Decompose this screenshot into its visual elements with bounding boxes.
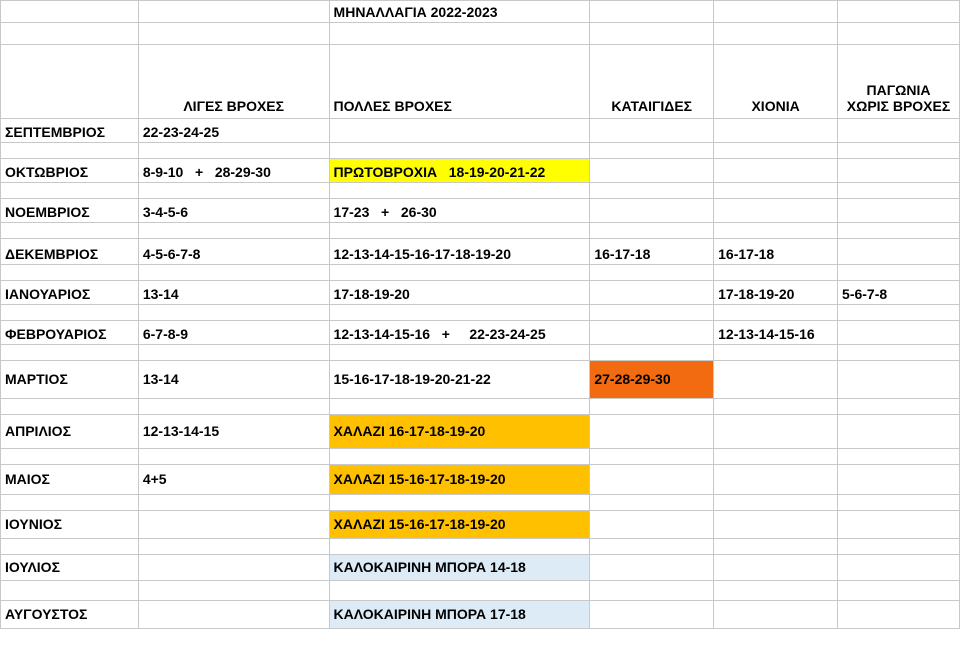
- cell[interactable]: [329, 305, 590, 321]
- cell[interactable]: [838, 305, 960, 321]
- cell[interactable]: [1, 1, 139, 23]
- few-rains-cell[interactable]: 4+5: [138, 465, 329, 495]
- cell[interactable]: [590, 495, 714, 511]
- cell[interactable]: [1, 345, 139, 361]
- snow-cell[interactable]: [714, 601, 838, 629]
- month-cell[interactable]: ΜΑΡΤΙΟΣ: [1, 361, 139, 399]
- snow-cell[interactable]: 12-13-14-15-16: [714, 321, 838, 345]
- cell[interactable]: [714, 305, 838, 321]
- many-rains-cell[interactable]: ΧΑΛΑΖΙ 15-16-17-18-19-20: [329, 465, 590, 495]
- cell[interactable]: [329, 581, 590, 601]
- cell[interactable]: [590, 143, 714, 159]
- spacer-row: [1, 449, 960, 465]
- table-row: [1, 119, 960, 143]
- table-row: [1, 415, 960, 449]
- month-cell[interactable]: ΦΕΒΡΟΥΑΡΙΟΣ: [1, 321, 139, 345]
- table-row: [1, 199, 960, 223]
- cell[interactable]: [1, 265, 139, 281]
- cell[interactable]: [590, 399, 714, 415]
- cell[interactable]: [329, 143, 590, 159]
- table-row: [1, 511, 960, 539]
- storms-cell[interactable]: 16-17-18: [590, 239, 714, 265]
- table-row: [1, 159, 960, 183]
- cell[interactable]: [590, 345, 714, 361]
- cell[interactable]: [138, 223, 329, 239]
- table-row: [1, 239, 960, 265]
- cell[interactable]: [714, 581, 838, 601]
- cell[interactable]: [329, 399, 590, 415]
- cell[interactable]: [838, 399, 960, 415]
- month-cell[interactable]: ΣΕΠΤΕΜΒΡΙΟΣ: [1, 119, 139, 143]
- header-snow[interactable]: ΧΙΟΝΙΑ: [714, 45, 838, 119]
- month-cell[interactable]: ΔΕΚΕΜΒΡΙΟΣ: [1, 239, 139, 265]
- cell[interactable]: [138, 581, 329, 601]
- frost-cell[interactable]: [838, 555, 960, 581]
- few-rains-cell[interactable]: [138, 511, 329, 539]
- storms-cell[interactable]: [590, 321, 714, 345]
- cell[interactable]: [329, 183, 590, 199]
- cell[interactable]: [838, 581, 960, 601]
- few-rains-cell[interactable]: 22-23-24-25: [138, 119, 329, 143]
- many-rains-cell[interactable]: 17-23 + 26-30: [329, 199, 590, 223]
- few-rains-cell[interactable]: 12-13-14-15: [138, 415, 329, 449]
- snow-cell[interactable]: [714, 465, 838, 495]
- cell[interactable]: [329, 539, 590, 555]
- cell[interactable]: [138, 449, 329, 465]
- snow-cell[interactable]: [714, 555, 838, 581]
- few-rains-cell[interactable]: 4-5-6-7-8: [138, 239, 329, 265]
- few-rains-cell[interactable]: [138, 555, 329, 581]
- storms-cell[interactable]: [590, 119, 714, 143]
- cell[interactable]: [1, 23, 139, 45]
- cell[interactable]: [329, 345, 590, 361]
- cell[interactable]: [138, 305, 329, 321]
- many-rains-cell[interactable]: 12-13-14-15-16-17-18-19-20: [329, 239, 590, 265]
- frost-cell[interactable]: [838, 511, 960, 539]
- cell[interactable]: [590, 23, 714, 45]
- spacer-row: [1, 581, 960, 601]
- cell[interactable]: [838, 143, 960, 159]
- cell[interactable]: [138, 23, 329, 45]
- few-rains-cell[interactable]: 13-14: [138, 281, 329, 305]
- cell[interactable]: [138, 345, 329, 361]
- spacer-row: [1, 23, 960, 45]
- cell[interactable]: [838, 223, 960, 239]
- cell[interactable]: [714, 265, 838, 281]
- storms-cell[interactable]: 27-28-29-30: [590, 361, 714, 399]
- many-rains-cell[interactable]: ΚΑΛΟΚΑΙΡΙΝΗ ΜΠΟΡΑ 14-18: [329, 555, 590, 581]
- cell[interactable]: [714, 223, 838, 239]
- spacer-row: [1, 495, 960, 511]
- cell[interactable]: [1, 495, 139, 511]
- spacer-row: [1, 345, 960, 361]
- few-rains-cell[interactable]: 6-7-8-9: [138, 321, 329, 345]
- title-row: [1, 1, 960, 23]
- frost-cell[interactable]: [838, 415, 960, 449]
- cell[interactable]: [1, 223, 139, 239]
- few-rains-cell[interactable]: [138, 601, 329, 629]
- cell[interactable]: [714, 183, 838, 199]
- frost-cell[interactable]: [838, 465, 960, 495]
- month-cell[interactable]: ΙΑΝΟΥΑΡΙΟΣ: [1, 281, 139, 305]
- cell[interactable]: [138, 183, 329, 199]
- spacer-row: [1, 183, 960, 199]
- header-frost-line1: ΠΑΓΩΝΙΑ: [866, 82, 931, 98]
- few-rains-cell[interactable]: 8-9-10 + 28-29-30: [138, 159, 329, 183]
- snow-cell[interactable]: [714, 199, 838, 223]
- many-rains-cell[interactable]: 17-18-19-20: [329, 281, 590, 305]
- table-row: [1, 361, 960, 399]
- frost-cell[interactable]: [838, 361, 960, 399]
- frost-cell[interactable]: 5-6-7-8: [838, 281, 960, 305]
- cell[interactable]: [1, 449, 139, 465]
- cell[interactable]: [138, 539, 329, 555]
- cell[interactable]: [590, 265, 714, 281]
- frost-cell[interactable]: [838, 601, 960, 629]
- many-rains-cell[interactable]: ΧΑΛΑΖΙ 16-17-18-19-20: [329, 415, 590, 449]
- frost-cell[interactable]: [838, 199, 960, 223]
- cell[interactable]: [138, 399, 329, 415]
- spacer-row: [1, 305, 960, 321]
- cell[interactable]: [329, 223, 590, 239]
- header-frost-line2: ΧΩΡΙΣ ΒΡΟΧΕΣ: [846, 98, 951, 114]
- snow-cell[interactable]: 17-18-19-20: [714, 281, 838, 305]
- table-row: [1, 601, 960, 629]
- spacer-row: [1, 399, 960, 415]
- storms-cell[interactable]: [590, 465, 714, 495]
- snow-cell[interactable]: [714, 415, 838, 449]
- snow-cell[interactable]: [714, 511, 838, 539]
- header-row: [1, 45, 960, 119]
- storms-cell[interactable]: [590, 159, 714, 183]
- cell[interactable]: [838, 449, 960, 465]
- cell[interactable]: [714, 495, 838, 511]
- header-many-rains[interactable]: ΠΟΛΛΕΣ ΒΡΟΧΕΣ: [329, 45, 590, 119]
- header-frost[interactable]: [838, 45, 960, 119]
- storms-cell[interactable]: [590, 511, 714, 539]
- sheet-title[interactable]: ΜΗΝΑΛΛΑΓΙΑ 2022-2023: [329, 1, 590, 23]
- cell[interactable]: [714, 449, 838, 465]
- cell[interactable]: [138, 495, 329, 511]
- cell[interactable]: [714, 143, 838, 159]
- table-row: [1, 465, 960, 495]
- month-cell[interactable]: ΜΑΙΟΣ: [1, 465, 139, 495]
- header-storms[interactable]: ΚΑΤΑΙΓΙΔΕΣ: [590, 45, 714, 119]
- header-few-rains[interactable]: ΛΙΓΕΣ ΒΡΟΧΕΣ: [138, 45, 329, 119]
- cell[interactable]: [1, 183, 139, 199]
- frost-cell[interactable]: [838, 119, 960, 143]
- cell[interactable]: [838, 183, 960, 199]
- frost-cell[interactable]: [838, 159, 960, 183]
- cell[interactable]: [1, 305, 139, 321]
- cell[interactable]: [1, 143, 139, 159]
- cell[interactable]: [590, 223, 714, 239]
- spacer-row: [1, 539, 960, 555]
- cell[interactable]: [590, 305, 714, 321]
- storms-cell[interactable]: [590, 601, 714, 629]
- storms-cell[interactable]: [590, 281, 714, 305]
- cell[interactable]: [838, 265, 960, 281]
- frost-cell[interactable]: [838, 239, 960, 265]
- cell[interactable]: [590, 1, 714, 23]
- cell[interactable]: [838, 1, 960, 23]
- cell[interactable]: [590, 449, 714, 465]
- cell[interactable]: [329, 23, 590, 45]
- month-cell[interactable]: ΝΟΕΜΒΡΙΟΣ: [1, 199, 139, 223]
- cell[interactable]: [1, 581, 139, 601]
- cell[interactable]: [590, 183, 714, 199]
- header-cell-month[interactable]: [1, 45, 139, 119]
- frost-cell[interactable]: [838, 321, 960, 345]
- month-cell[interactable]: ΑΥΓΟΥΣΤΟΣ: [1, 601, 139, 629]
- table-row: [1, 321, 960, 345]
- storms-cell[interactable]: [590, 415, 714, 449]
- cell[interactable]: [714, 23, 838, 45]
- month-cell[interactable]: ΙΟΥΝΙΟΣ: [1, 511, 139, 539]
- snow-cell[interactable]: [714, 119, 838, 143]
- many-rains-cell[interactable]: 12-13-14-15-16 + 22-23-24-25: [329, 321, 590, 345]
- many-rains-cell[interactable]: ΚΑΛΟΚΑΙΡΙΝΗ ΜΠΟΡΑ 17-18: [329, 601, 590, 629]
- cell[interactable]: [1, 539, 139, 555]
- cell[interactable]: [838, 539, 960, 555]
- cell[interactable]: [138, 143, 329, 159]
- cell[interactable]: [590, 539, 714, 555]
- spacer-row: [1, 223, 960, 239]
- few-rains-cell[interactable]: 13-14: [138, 361, 329, 399]
- month-cell[interactable]: ΟΚΤΩΒΡΙΟΣ: [1, 159, 139, 183]
- snow-cell[interactable]: 16-17-18: [714, 239, 838, 265]
- cell[interactable]: [329, 265, 590, 281]
- month-cell[interactable]: ΙΟΥΛΙΟΣ: [1, 555, 139, 581]
- month-cell[interactable]: ΑΠΡΙΛΙΟΣ: [1, 415, 139, 449]
- cell[interactable]: [714, 345, 838, 361]
- storms-cell[interactable]: [590, 199, 714, 223]
- cell[interactable]: [138, 265, 329, 281]
- cell[interactable]: [838, 345, 960, 361]
- few-rains-cell[interactable]: 3-4-5-6: [138, 199, 329, 223]
- cell[interactable]: [838, 23, 960, 45]
- many-rains-cell[interactable]: ΧΑΛΑΖΙ 15-16-17-18-19-20: [329, 511, 590, 539]
- table-row: [1, 555, 960, 581]
- many-rains-cell[interactable]: ΠΡΩΤΟΒΡΟΧΙΑ 18-19-20-21-22: [329, 159, 590, 183]
- cell[interactable]: [329, 449, 590, 465]
- snow-cell[interactable]: [714, 159, 838, 183]
- storms-cell[interactable]: [590, 555, 714, 581]
- cell[interactable]: [838, 495, 960, 511]
- cell[interactable]: [714, 539, 838, 555]
- many-rains-cell[interactable]: 15-16-17-18-19-20-21-22: [329, 361, 590, 399]
- cell[interactable]: [329, 495, 590, 511]
- spacer-row: [1, 143, 960, 159]
- cell[interactable]: [1, 399, 139, 415]
- spacer-row: [1, 265, 960, 281]
- cell[interactable]: [714, 399, 838, 415]
- cell[interactable]: [590, 581, 714, 601]
- cell[interactable]: [138, 1, 329, 23]
- cell[interactable]: [714, 1, 838, 23]
- table-row: [1, 281, 960, 305]
- many-rains-cell[interactable]: [329, 119, 590, 143]
- snow-cell[interactable]: [714, 361, 838, 399]
